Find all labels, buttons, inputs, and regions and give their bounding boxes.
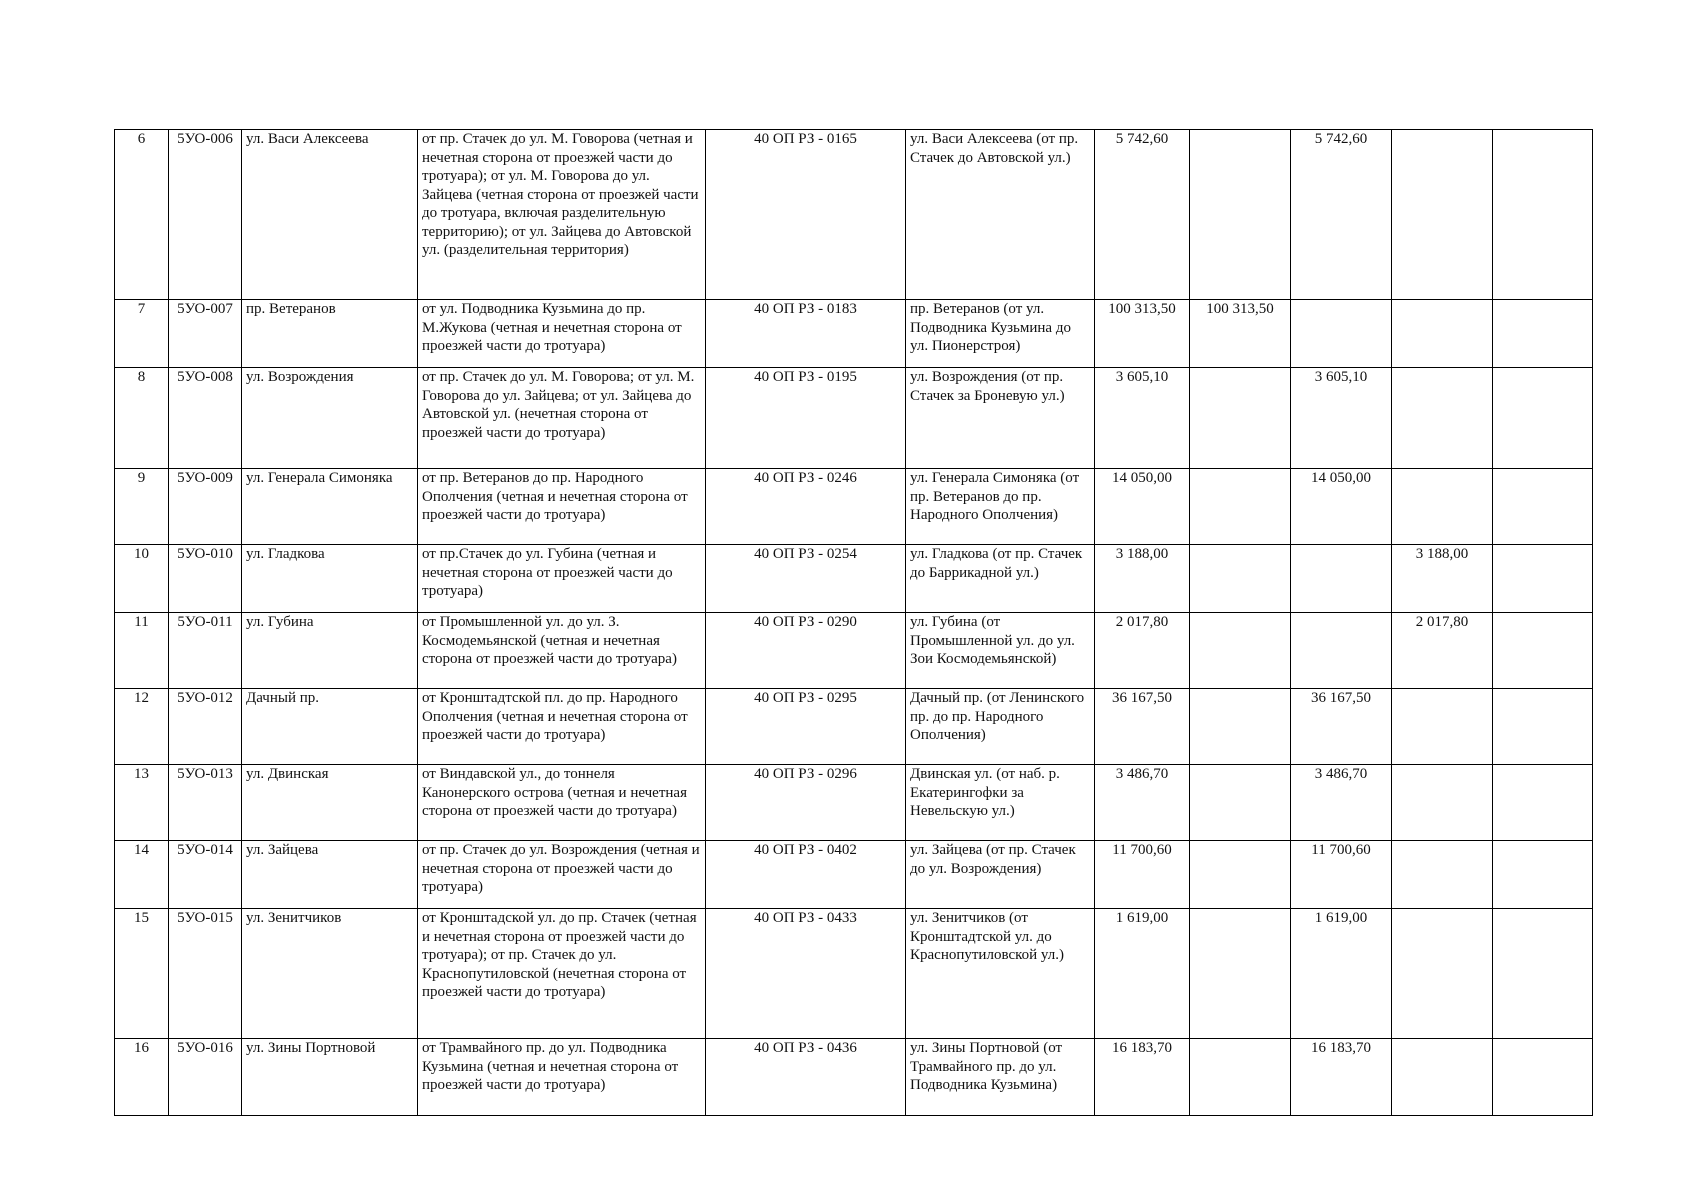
section-description: от ул. Подводника Кузьмина до пр. М.Жукова (четная и нечетная сторона от проезжей части до тротуара) — [418, 300, 706, 368]
object-code: 5УО-009 — [169, 469, 242, 545]
value-col-1 — [1190, 545, 1291, 613]
area-value: 36 167,50 — [1095, 689, 1190, 765]
value-col-2: 3 605,10 — [1291, 368, 1392, 469]
area-value: 3 605,10 — [1095, 368, 1190, 469]
street-name: пр. Ветеранов — [242, 300, 418, 368]
value-col-3 — [1392, 130, 1493, 300]
object-code: 5УО-006 — [169, 130, 242, 300]
table-row — [115, 368, 1593, 469]
area-value: 100 313,50 — [1095, 300, 1190, 368]
value-col-1 — [1190, 613, 1291, 689]
value-col-4 — [1493, 130, 1593, 300]
area-value: 2 017,80 — [1095, 613, 1190, 689]
value-col-4 — [1493, 300, 1593, 368]
value-col-4 — [1493, 689, 1593, 765]
road-name: ул. Васи Алексеева (от пр. Стачек до Автовской ул.) — [906, 130, 1095, 300]
value-col-1 — [1190, 1039, 1291, 1116]
object-code: 5УО-014 — [169, 841, 242, 909]
road-id: 40 ОП РЗ - 0195 — [706, 368, 906, 469]
section-description: от Трамвайного пр. до ул. Подводника Кузьмина (четная и нечетная сторона от проезжей части до тротуара) — [418, 1039, 706, 1116]
value-col-2: 36 167,50 — [1291, 689, 1392, 765]
street-name: ул. Васи Алексеева — [242, 130, 418, 300]
table-body — [115, 130, 1593, 1116]
area-value: 16 183,70 — [1095, 1039, 1190, 1116]
value-col-4 — [1493, 1039, 1593, 1116]
road-id: 40 ОП РЗ - 0436 — [706, 1039, 906, 1116]
road-id: 40 ОП РЗ - 0254 — [706, 545, 906, 613]
section-description: от пр. Ветеранов до пр. Народного Ополчения (четная и нечетная сторона от проезжей части до тротуара) — [418, 469, 706, 545]
value-col-2: 14 050,00 — [1291, 469, 1392, 545]
street-name: ул. Зины Портновой — [242, 1039, 418, 1116]
object-code: 5УО-012 — [169, 689, 242, 765]
value-col-3 — [1392, 909, 1493, 1039]
street-name: ул. Губина — [242, 613, 418, 689]
road-name: ул. Гладкова (от пр. Стачек до Баррикадной ул.) — [906, 545, 1095, 613]
value-col-3 — [1392, 689, 1493, 765]
row-number: 13 — [115, 765, 169, 841]
section-description: от Промышленной ул. до ул. З. Космодемьянской (четная и нечетная сторона от проезжей части до тротуара) — [418, 613, 706, 689]
value-col-4 — [1493, 909, 1593, 1039]
value-col-3: 2 017,80 — [1392, 613, 1493, 689]
value-col-4 — [1493, 613, 1593, 689]
value-col-2 — [1291, 300, 1392, 368]
value-col-2 — [1291, 613, 1392, 689]
table-row — [115, 130, 1593, 300]
road-id: 40 ОП РЗ - 0246 — [706, 469, 906, 545]
value-col-2 — [1291, 545, 1392, 613]
roads-table — [114, 129, 1593, 1116]
value-col-2: 16 183,70 — [1291, 1039, 1392, 1116]
value-col-1 — [1190, 469, 1291, 545]
row-number: 8 — [115, 368, 169, 469]
value-col-3 — [1392, 765, 1493, 841]
section-description: от Виндавской ул., до тоннеля Канонерского острова (четная и нечетная сторона от проезжей части до тротуара) — [418, 765, 706, 841]
area-value: 3 486,70 — [1095, 765, 1190, 841]
road-id: 40 ОП РЗ - 0433 — [706, 909, 906, 1039]
value-col-4 — [1493, 841, 1593, 909]
value-col-3 — [1392, 368, 1493, 469]
row-number: 14 — [115, 841, 169, 909]
value-col-1 — [1190, 909, 1291, 1039]
section-description: от пр. Стачек до ул. М. Говорова; от ул. М. Говорова до ул. Зайцева; от ул. Зайцева до Автовской ул. (нечетная сторона от проезжей части до тротуара) — [418, 368, 706, 469]
value-col-1: 100 313,50 — [1190, 300, 1291, 368]
value-col-2: 1 619,00 — [1291, 909, 1392, 1039]
row-number: 7 — [115, 300, 169, 368]
road-id: 40 ОП РЗ - 0290 — [706, 613, 906, 689]
value-col-4 — [1493, 368, 1593, 469]
street-name: ул. Зенитчиков — [242, 909, 418, 1039]
road-name: ул. Зины Портновой (от Трамвайного пр. до ул. Подводника Кузьмина) — [906, 1039, 1095, 1116]
value-col-3 — [1392, 841, 1493, 909]
value-col-2: 5 742,60 — [1291, 130, 1392, 300]
road-name: ул. Зайцева (от пр. Стачек до ул. Возрождения) — [906, 841, 1095, 909]
table-row — [115, 1039, 1593, 1116]
value-col-3 — [1392, 469, 1493, 545]
value-col-1 — [1190, 689, 1291, 765]
row-number: 6 — [115, 130, 169, 300]
road-id: 40 ОП РЗ - 0296 — [706, 765, 906, 841]
road-id: 40 ОП РЗ - 0165 — [706, 130, 906, 300]
row-number: 10 — [115, 545, 169, 613]
section-description: от Кронштадтской пл. до пр. Народного Ополчения (четная и нечетная сторона от проезжей части до тротуара) — [418, 689, 706, 765]
object-code: 5УО-007 — [169, 300, 242, 368]
table-row — [115, 689, 1593, 765]
value-col-3: 3 188,00 — [1392, 545, 1493, 613]
value-col-3 — [1392, 1039, 1493, 1116]
object-code: 5УО-015 — [169, 909, 242, 1039]
value-col-1 — [1190, 130, 1291, 300]
road-name: Дачный пр. (от Ленинского пр. до пр. Народного Ополчения) — [906, 689, 1095, 765]
object-code: 5УО-013 — [169, 765, 242, 841]
street-name: ул. Возрождения — [242, 368, 418, 469]
area-value: 11 700,60 — [1095, 841, 1190, 909]
value-col-4 — [1493, 545, 1593, 613]
table-row — [115, 545, 1593, 613]
object-code: 5УО-010 — [169, 545, 242, 613]
value-col-1 — [1190, 368, 1291, 469]
street-name: ул. Генерала Симоняка — [242, 469, 418, 545]
row-number: 9 — [115, 469, 169, 545]
street-name: Дачный пр. — [242, 689, 418, 765]
row-number: 15 — [115, 909, 169, 1039]
street-name: ул. Двинская — [242, 765, 418, 841]
value-col-1 — [1190, 841, 1291, 909]
table-row — [115, 909, 1593, 1039]
section-description: от пр. Стачек до ул. М. Говорова (четная и нечетная сторона от проезжей части до тротуара); от ул. М. Говорова до ул. Зайцева (четная сторона от проезжей части до тротуара, включая разделительную территорию); от ул. Зайцева до Автовской ул. (разделительная территория) — [418, 130, 706, 300]
value-col-2: 3 486,70 — [1291, 765, 1392, 841]
value-col-3 — [1392, 300, 1493, 368]
section-description: от пр. Стачек до ул. Возрождения (четная и нечетная сторона от проезжей части до тротуара) — [418, 841, 706, 909]
road-name: ул. Генерала Симоняка (от пр. Ветеранов до пр. Народного Ополчения) — [906, 469, 1095, 545]
street-name: ул. Гладкова — [242, 545, 418, 613]
table-row — [115, 841, 1593, 909]
row-number: 11 — [115, 613, 169, 689]
value-col-4 — [1493, 765, 1593, 841]
road-id: 40 ОП РЗ - 0183 — [706, 300, 906, 368]
table-row — [115, 469, 1593, 545]
table-row — [115, 765, 1593, 841]
value-col-4 — [1493, 469, 1593, 545]
area-value: 3 188,00 — [1095, 545, 1190, 613]
road-name: ул. Зенитчиков (от Кронштадтской ул. до Краснопутиловской ул.) — [906, 909, 1095, 1039]
area-value: 1 619,00 — [1095, 909, 1190, 1039]
row-number: 12 — [115, 689, 169, 765]
road-name: ул. Губина (от Промышленной ул. до ул. Зои Космодемьянской) — [906, 613, 1095, 689]
road-id: 40 ОП РЗ - 0295 — [706, 689, 906, 765]
area-value: 5 742,60 — [1095, 130, 1190, 300]
object-code: 5УО-016 — [169, 1039, 242, 1116]
table-row — [115, 613, 1593, 689]
object-code: 5УО-008 — [169, 368, 242, 469]
road-name: пр. Ветеранов (от ул. Подводника Кузьмина до ул. Пионерстроя) — [906, 300, 1095, 368]
object-code: 5УО-011 — [169, 613, 242, 689]
row-number: 16 — [115, 1039, 169, 1116]
value-col-2: 11 700,60 — [1291, 841, 1392, 909]
road-name: ул. Возрождения (от пр. Стачек за Броневую ул.) — [906, 368, 1095, 469]
table-row — [115, 300, 1593, 368]
road-name: Двинская ул. (от наб. р. Екатерингофки за Невельскую ул.) — [906, 765, 1095, 841]
road-id: 40 ОП РЗ - 0402 — [706, 841, 906, 909]
street-name: ул. Зайцева — [242, 841, 418, 909]
section-description: от Кронштадской ул. до пр. Стачек (четная и нечетная сторона от проезжей части до тротуара); от пр. Стачек до ул. Краснопутиловской (нечетная сторона от проезжей части до тротуара) — [418, 909, 706, 1039]
area-value: 14 050,00 — [1095, 469, 1190, 545]
value-col-1 — [1190, 765, 1291, 841]
section-description: от пр.Стачек до ул. Губина (четная и нечетная сторона от проезжей части до тротуара) — [418, 545, 706, 613]
